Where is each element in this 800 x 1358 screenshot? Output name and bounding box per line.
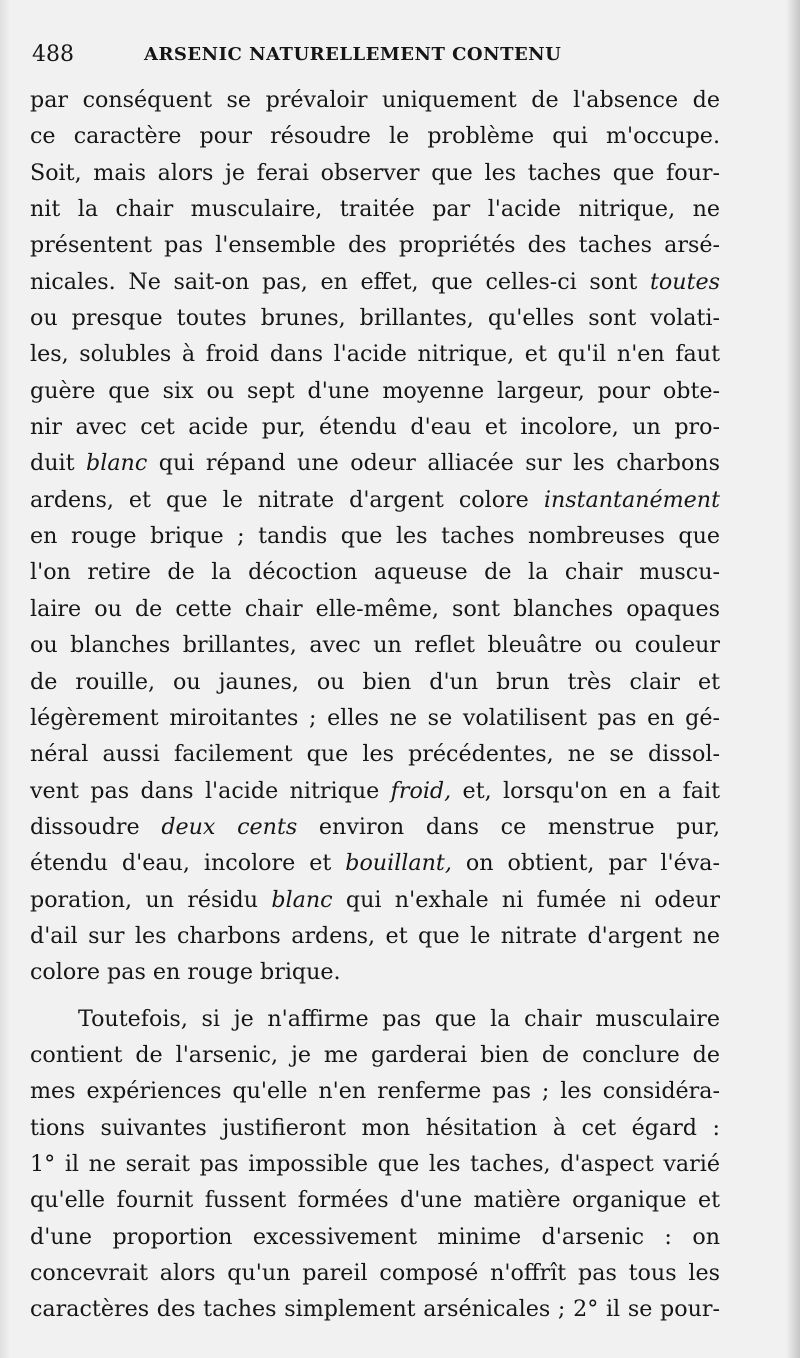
text-line: [30, 445, 720, 481]
italic-text: toutes: [650, 268, 720, 295]
page-header: [32, 38, 752, 78]
text-segment: on obtient, par l'éva-: [451, 850, 720, 877]
page-number: 488: [32, 42, 74, 67]
italic-text: froid,: [390, 777, 452, 804]
italic-text: blanc: [271, 886, 333, 913]
text-line: légèrement miroitantes ; elles ne se volatilisent pas en gé-: [30, 704, 720, 731]
page-edge-shadow: [786, 0, 800, 1358]
text-segment: poration, un résidu: [30, 886, 272, 913]
text-line: colore pas en rouge brique.: [30, 959, 341, 986]
text-segment: et, lorsqu'on en a fait: [451, 777, 720, 804]
italic-text: bouillant,: [345, 850, 452, 877]
text-line: Soit, mais alors je ferai observer que les taches que four-: [30, 159, 720, 186]
text-segment: dissoudre: [30, 813, 162, 840]
text-line: Toutefois, si je n'affirme pas que la chair musculaire: [78, 1005, 720, 1032]
text-line: [30, 264, 720, 300]
text-line: l'on retire de la décoction aqueuse de la chair muscu-: [30, 559, 720, 586]
gutter-shadow: [0, 0, 10, 1358]
text-segment: duit: [30, 450, 87, 477]
text-line: nit la chair musculaire, traitée par l'acide nitrique, ne: [30, 196, 720, 223]
text-line: tions suivantes justifieront mon hésitation à cet égard :: [30, 1114, 720, 1141]
text-line: ce caractère pour résoudre le problème qui m'occupe.: [30, 123, 720, 150]
paragraph-1: [30, 82, 720, 991]
paragraph-2: [30, 1001, 720, 1328]
text-segment: environ dans ce menstrue pur,: [297, 813, 720, 840]
text-line: présentent pas l'ensemble des propriétés des taches arsé-: [30, 232, 720, 259]
text-line: [30, 845, 720, 881]
text-segment: qui n'exhale ni fumée ni odeur: [332, 886, 720, 913]
text-line: caractères des taches simplement arsénicales ; 2° il se pour-: [30, 1296, 720, 1323]
text-line: ou presque toutes brunes, brillantes, qu'elles sont volati-: [30, 305, 720, 332]
text-line: [30, 809, 720, 845]
text-line: contient de l'arsenic, je me garderai bien de conclure de: [30, 1041, 720, 1068]
text-segment: nicales. Ne sait-on pas, en effet, que celles-ci sont: [30, 268, 650, 295]
text-line: nir avec cet acide pur, étendu d'eau et incolore, un pro-: [30, 414, 720, 441]
text-line: de rouille, ou jaunes, ou bien d'un brun très clair et: [30, 668, 720, 695]
running-head: ARSENIC NATURELLEMENT CONTENU: [144, 44, 562, 65]
text-line: les, solubles à froid dans l'acide nitrique, et qu'il n'en faut: [30, 341, 720, 368]
text-segment: ardens, et que le nitrate d'argent colore: [30, 486, 544, 513]
text-line: mes expériences qu'elle n'en renferme pas ; les considéra-: [30, 1078, 720, 1105]
paragraph-gap: [30, 991, 720, 1001]
text-line: en rouge brique ; tandis que les taches nombreuses que: [30, 523, 720, 550]
text-line: laire ou de cette chair elle-même, sont blanches opaques: [30, 595, 720, 622]
text-segment: vent pas dans l'acide nitrique: [30, 777, 391, 804]
text-line: concevrait alors qu'un pareil composé n'offrît pas tous les: [30, 1260, 720, 1286]
text-line: néral aussi facilement que les précédentes, ne se dissol-: [30, 741, 720, 768]
text-line: 1° il ne serait pas impossible que les taches, d'aspect varié: [30, 1150, 720, 1177]
italic-text: deux cents: [161, 813, 298, 840]
body-text: [30, 82, 720, 1328]
text-line: [30, 482, 720, 518]
text-segment: étendu d'eau, incolore et: [30, 850, 346, 877]
text-line: d'une proportion excessivement minime d'arsenic : on: [30, 1223, 720, 1250]
italic-text: blanc: [86, 450, 148, 477]
text-line: qu'elle fournit fussent formées d'une matière organique et: [30, 1187, 720, 1214]
text-line: [30, 773, 720, 809]
text-segment: qui répand une odeur alliacée sur les charbons: [147, 450, 720, 477]
text-line: d'ail sur les charbons ardens, et que le nitrate d'argent ne: [30, 922, 720, 949]
text-line: ou blanches brillantes, avec un reflet bleuâtre ou couleur: [30, 632, 720, 659]
text-line: par conséquent se prévaloir uniquement de l'absence de: [30, 87, 720, 113]
text-line: guère que six ou sept d'une moyenne largeur, pour obte-: [30, 377, 720, 404]
text-line: [30, 882, 720, 918]
italic-text: instantanément: [543, 486, 720, 513]
